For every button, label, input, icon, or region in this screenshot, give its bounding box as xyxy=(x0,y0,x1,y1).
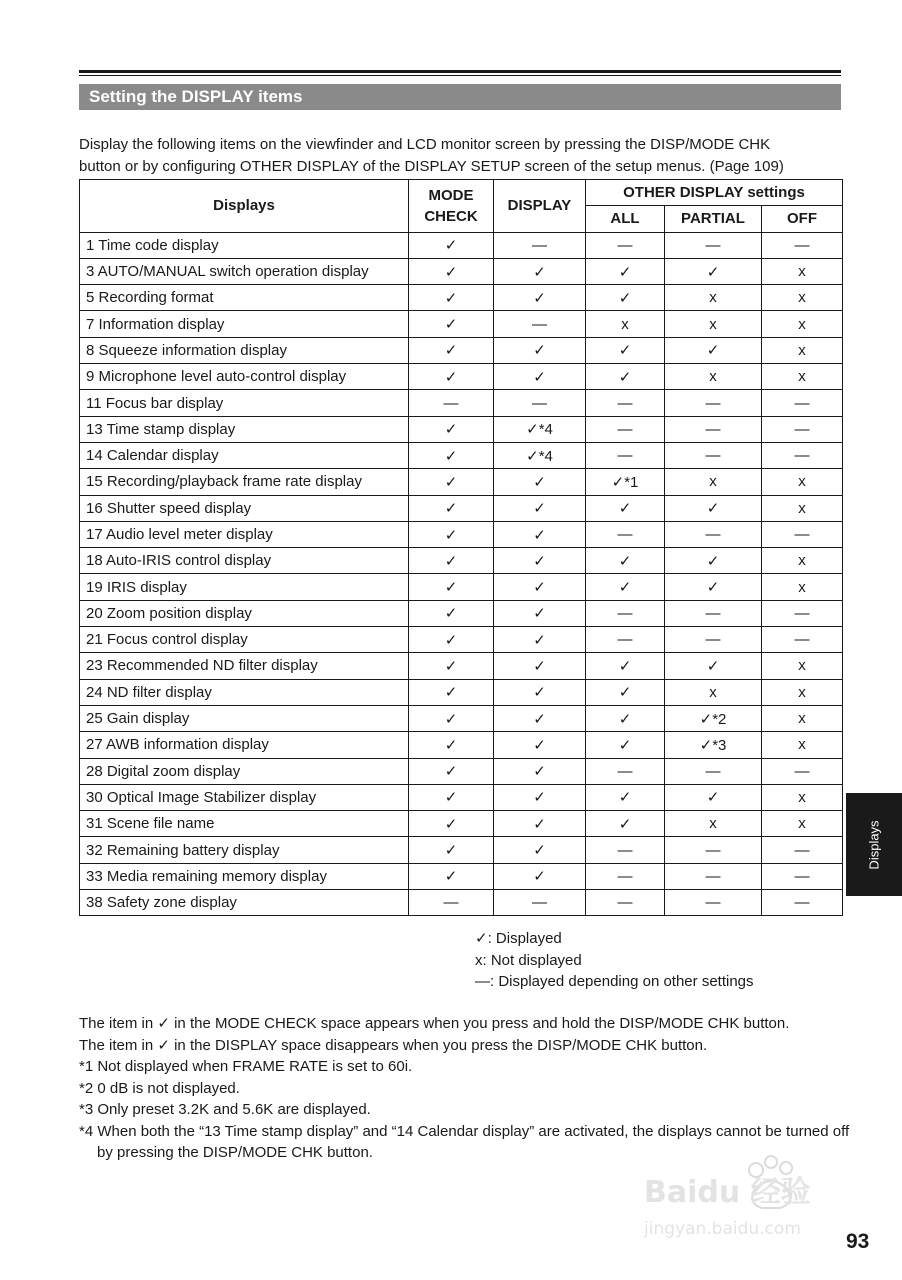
row-display-name: 32 Remaining battery display xyxy=(80,837,409,863)
row-display-name: 28 Digital zoom display xyxy=(80,758,409,784)
display-items-table xyxy=(79,179,843,916)
cell-mode: — xyxy=(409,390,494,416)
cell-all: — xyxy=(586,627,665,653)
table-row xyxy=(80,784,843,810)
cell-display: ✓ xyxy=(494,337,586,363)
cell-off: x xyxy=(762,811,843,837)
cell-display: ✓ xyxy=(494,705,586,731)
cell-partial: ✓*3 xyxy=(665,732,762,758)
row-display-name: 23 Recommended ND filter display xyxy=(80,653,409,679)
cell-display: ✓ xyxy=(494,863,586,889)
cell-partial: ✓ xyxy=(665,653,762,679)
row-display-name: 14 Calendar display xyxy=(80,442,409,468)
watermark-logo-text: Baidu 经验 xyxy=(644,1175,811,1210)
cell-partial: — xyxy=(665,890,762,916)
cell-all: — xyxy=(586,521,665,547)
cell-mode: ✓ xyxy=(409,548,494,574)
cell-all: ✓ xyxy=(586,337,665,363)
cell-all: ✓ xyxy=(586,364,665,390)
cell-off: x xyxy=(762,311,843,337)
cell-off: x xyxy=(762,574,843,600)
table-row xyxy=(80,758,843,784)
cell-partial: — xyxy=(665,442,762,468)
cell-off: x xyxy=(762,679,843,705)
cell-partial: — xyxy=(665,232,762,258)
intro-line: button or by configuring OTHER DISPLAY of the DISPLAY SETUP screen of the setup menus. (Page 109) xyxy=(79,158,784,175)
cell-all: ✓ xyxy=(586,258,665,284)
row-display-name: 16 Shutter speed display xyxy=(80,495,409,521)
cell-all: — xyxy=(586,890,665,916)
intro-paragraph xyxy=(79,134,849,178)
cell-off: x xyxy=(762,337,843,363)
cell-mode: ✓ xyxy=(409,627,494,653)
table-row xyxy=(80,285,843,311)
row-display-name: 25 Gain display xyxy=(80,705,409,731)
table-row xyxy=(80,495,843,521)
cell-display: ✓ xyxy=(494,574,586,600)
cell-display: — xyxy=(494,390,586,416)
cell-all: ✓ xyxy=(586,732,665,758)
cell-partial: — xyxy=(665,837,762,863)
row-display-name: 1 Time code display xyxy=(80,232,409,258)
row-display-name: 19 IRIS display xyxy=(80,574,409,600)
cell-partial: — xyxy=(665,758,762,784)
cell-all: ✓ xyxy=(586,679,665,705)
cell-display: ✓ xyxy=(494,758,586,784)
cell-all: ✓ xyxy=(586,705,665,731)
row-display-name: 31 Scene file name xyxy=(80,811,409,837)
cell-display: ✓ xyxy=(494,732,586,758)
cell-partial: — xyxy=(665,521,762,547)
cell-all: — xyxy=(586,416,665,442)
cell-off: — xyxy=(762,416,843,442)
cell-all: ✓*1 xyxy=(586,469,665,495)
cell-mode: ✓ xyxy=(409,232,494,258)
table-row xyxy=(80,863,843,889)
cell-all: ✓ xyxy=(586,285,665,311)
cell-display: ✓ xyxy=(494,521,586,547)
cell-off: — xyxy=(762,521,843,547)
cell-partial: — xyxy=(665,390,762,416)
table-body xyxy=(80,232,843,916)
cell-mode: ✓ xyxy=(409,442,494,468)
cell-mode: ✓ xyxy=(409,811,494,837)
cell-mode: ✓ xyxy=(409,732,494,758)
cell-all: — xyxy=(586,837,665,863)
table-row xyxy=(80,548,843,574)
cell-all: x xyxy=(586,311,665,337)
note: *1 Not displayed when FRAME RATE is set to 60i. xyxy=(79,1058,413,1075)
table-row xyxy=(80,679,843,705)
table-row xyxy=(80,311,843,337)
top-rule xyxy=(79,70,841,73)
cell-display: ✓ xyxy=(494,364,586,390)
cell-mode: ✓ xyxy=(409,758,494,784)
table-row xyxy=(80,732,843,758)
note: The item in ✓ in the DISPLAY space disappears when you press the DISP/MODE CHK button. xyxy=(79,1036,708,1054)
section-title: Setting the DISPLAY items xyxy=(79,84,841,110)
cell-off: x xyxy=(762,495,843,521)
cell-all: ✓ xyxy=(586,548,665,574)
cell-display: ✓*4 xyxy=(494,416,586,442)
cell-mode: — xyxy=(409,890,494,916)
row-display-name: 13 Time stamp display xyxy=(80,416,409,442)
cell-display: ✓ xyxy=(494,627,586,653)
row-display-name: 27 AWB information display xyxy=(80,732,409,758)
cell-off: — xyxy=(762,890,843,916)
cell-display: ✓ xyxy=(494,495,586,521)
table-row xyxy=(80,627,843,653)
cell-partial: ✓*2 xyxy=(665,705,762,731)
cell-partial: — xyxy=(665,863,762,889)
cell-display: — xyxy=(494,890,586,916)
table-row xyxy=(80,890,843,916)
table-row xyxy=(80,390,843,416)
cell-all: — xyxy=(586,863,665,889)
header-partial: PARTIAL xyxy=(665,206,762,232)
cell-all: ✓ xyxy=(586,811,665,837)
cell-mode: ✓ xyxy=(409,258,494,284)
cell-partial: ✓ xyxy=(665,495,762,521)
header-display: DISPLAY xyxy=(494,180,586,233)
cell-partial: — xyxy=(665,416,762,442)
watermark-url: jingyan.baidu.com xyxy=(644,1219,801,1239)
table-row xyxy=(80,232,843,258)
cell-all: — xyxy=(586,390,665,416)
cell-off: x xyxy=(762,285,843,311)
side-tab-label: Displays xyxy=(866,819,882,870)
cell-off: — xyxy=(762,600,843,626)
cell-partial: x xyxy=(665,285,762,311)
table-row xyxy=(80,469,843,495)
header-other-display: OTHER DISPLAY settings xyxy=(586,180,843,206)
row-display-name: 18 Auto-IRIS control display xyxy=(80,548,409,574)
cell-all: — xyxy=(586,442,665,468)
legend-item: x: Not displayed xyxy=(475,951,582,969)
note: *3 Only preset 3.2K and 5.6K are displayed. xyxy=(79,1101,371,1118)
cell-mode: ✓ xyxy=(409,574,494,600)
cell-off: — xyxy=(762,863,843,889)
cell-mode: ✓ xyxy=(409,600,494,626)
row-display-name: 15 Recording/playback frame rate display xyxy=(80,469,409,495)
table-row xyxy=(80,258,843,284)
cell-off: — xyxy=(762,442,843,468)
cell-mode: ✓ xyxy=(409,416,494,442)
cell-mode: ✓ xyxy=(409,469,494,495)
cell-off: — xyxy=(762,758,843,784)
cell-display: ✓ xyxy=(494,653,586,679)
table-row xyxy=(80,837,843,863)
header-mode-check: MODE CHECK xyxy=(409,180,494,233)
row-display-name: 30 Optical Image Stabilizer display xyxy=(80,784,409,810)
table-row xyxy=(80,337,843,363)
cell-mode: ✓ xyxy=(409,784,494,810)
cell-all: ✓ xyxy=(586,653,665,679)
cell-mode: ✓ xyxy=(409,495,494,521)
side-tab xyxy=(846,793,902,896)
legend-item: ✓: Displayed xyxy=(475,930,562,947)
row-display-name: 5 Recording format xyxy=(80,285,409,311)
page-number: 93 xyxy=(846,1230,870,1253)
note: *2 0 dB is not displayed. xyxy=(79,1079,240,1097)
cell-mode: ✓ xyxy=(409,521,494,547)
table-row xyxy=(80,521,843,547)
cell-display: ✓*4 xyxy=(494,442,586,468)
table-row xyxy=(80,653,843,679)
intro-line: Display the following items on the viewfinder and LCD monitor screen by pressing the DISP/MODE CHK xyxy=(79,136,771,153)
cell-off: x xyxy=(762,784,843,810)
cell-mode: ✓ xyxy=(409,285,494,311)
cell-off: x xyxy=(762,364,843,390)
cell-mode: ✓ xyxy=(409,863,494,889)
cell-mode: ✓ xyxy=(409,653,494,679)
cell-mode: ✓ xyxy=(409,364,494,390)
table-row xyxy=(80,574,843,600)
cell-off: x xyxy=(762,258,843,284)
cell-mode: ✓ xyxy=(409,337,494,363)
table-row xyxy=(80,364,843,390)
top-rule-thin xyxy=(79,75,841,76)
cell-off: x xyxy=(762,732,843,758)
header-off: OFF xyxy=(762,206,843,232)
row-display-name: 24 ND filter display xyxy=(80,679,409,705)
cell-partial: x xyxy=(665,679,762,705)
cell-display: ✓ xyxy=(494,469,586,495)
row-display-name: 21 Focus control display xyxy=(80,627,409,653)
cell-mode: ✓ xyxy=(409,705,494,731)
cell-off: — xyxy=(762,837,843,863)
row-display-name: 8 Squeeze information display xyxy=(80,337,409,363)
row-display-name: 3 AUTO/MANUAL switch operation display xyxy=(80,258,409,284)
cell-all: ✓ xyxy=(586,495,665,521)
note: The item in ✓ in the MODE CHECK space appears when you press and hold the DISP/MODE CHK button. xyxy=(79,1015,790,1032)
row-display-name: 38 Safety zone display xyxy=(80,890,409,916)
cell-off: — xyxy=(762,232,843,258)
cell-display: — xyxy=(494,311,586,337)
header-all: ALL xyxy=(586,206,665,232)
cell-all: — xyxy=(586,758,665,784)
cell-partial: ✓ xyxy=(665,784,762,810)
cell-off: x xyxy=(762,469,843,495)
cell-partial: ✓ xyxy=(665,258,762,284)
table-row xyxy=(80,416,843,442)
table-row xyxy=(80,442,843,468)
cell-display: ✓ xyxy=(494,258,586,284)
cell-display: ✓ xyxy=(494,784,586,810)
row-display-name: 7 Information display xyxy=(80,311,409,337)
cell-off: — xyxy=(762,627,843,653)
cell-partial: — xyxy=(665,600,762,626)
cell-display: ✓ xyxy=(494,548,586,574)
cell-mode: ✓ xyxy=(409,837,494,863)
cell-off: x xyxy=(762,548,843,574)
cell-partial: ✓ xyxy=(665,548,762,574)
watermark-logo xyxy=(636,1150,846,1240)
cell-display: ✓ xyxy=(494,811,586,837)
cell-off: x xyxy=(762,705,843,731)
cell-partial: — xyxy=(665,627,762,653)
cell-display: — xyxy=(494,232,586,258)
cell-all: — xyxy=(586,232,665,258)
cell-display: ✓ xyxy=(494,600,586,626)
row-display-name: 9 Microphone level auto-control display xyxy=(80,364,409,390)
cell-all: — xyxy=(586,600,665,626)
cell-partial: x xyxy=(665,811,762,837)
cell-mode: ✓ xyxy=(409,679,494,705)
row-display-name: 33 Media remaining memory display xyxy=(80,863,409,889)
cell-partial: ✓ xyxy=(665,337,762,363)
note: *4 When both the “13 Time stamp display” and “14 Calendar display” are activated, the displays cannot be turned off by pressing the DISP/MODE CHK button. xyxy=(79,1122,850,1161)
cell-all: ✓ xyxy=(586,784,665,810)
header-displays: Displays xyxy=(80,180,409,233)
notes xyxy=(79,1013,859,1164)
legend xyxy=(475,928,754,993)
cell-partial: x xyxy=(665,469,762,495)
row-display-name: 17 Audio level meter display xyxy=(80,521,409,547)
row-display-name: 11 Focus bar display xyxy=(80,390,409,416)
row-display-name: 20 Zoom position display xyxy=(80,600,409,626)
table-row xyxy=(80,600,843,626)
cell-mode: ✓ xyxy=(409,311,494,337)
cell-display: ✓ xyxy=(494,285,586,311)
table-row xyxy=(80,811,843,837)
cell-display: ✓ xyxy=(494,679,586,705)
cell-off: — xyxy=(762,390,843,416)
cell-partial: x xyxy=(665,364,762,390)
cell-partial: ✓ xyxy=(665,574,762,600)
cell-partial: x xyxy=(665,311,762,337)
cell-display: ✓ xyxy=(494,837,586,863)
legend-item: —: Displayed depending on other settings xyxy=(475,973,754,990)
table-row xyxy=(80,705,843,731)
cell-all: ✓ xyxy=(586,574,665,600)
cell-off: x xyxy=(762,653,843,679)
